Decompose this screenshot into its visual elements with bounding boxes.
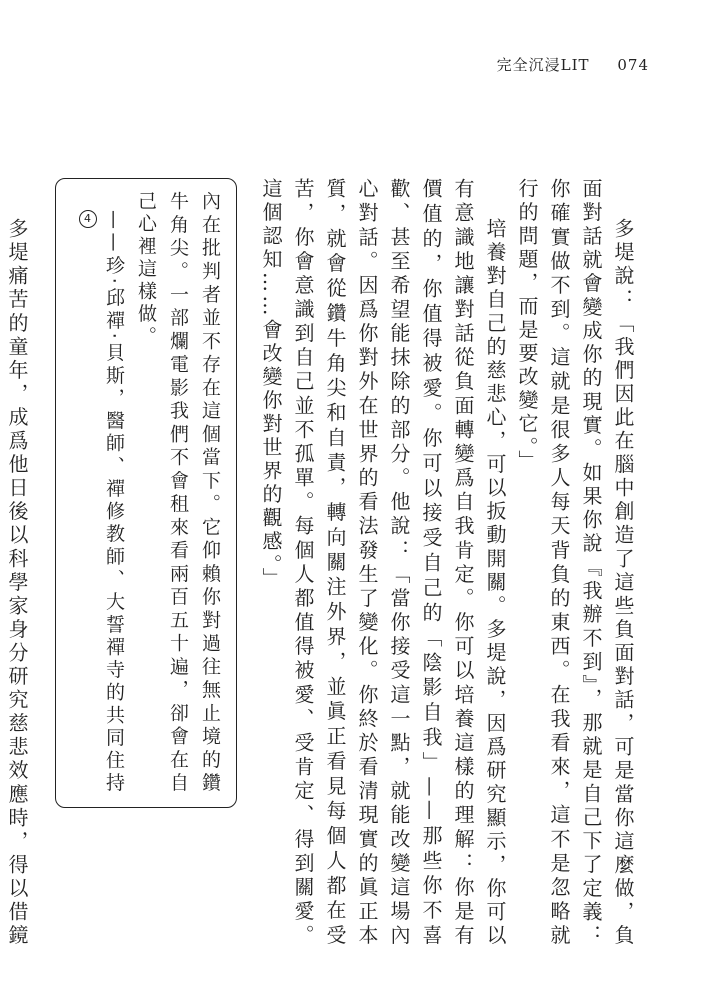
book-title: 完全沉浸LIT xyxy=(496,56,590,74)
vertical-body-text xyxy=(5,178,639,948)
endnote-marker: 4 xyxy=(79,210,97,228)
page-number: 074 xyxy=(617,56,649,74)
quote-attribution xyxy=(66,191,130,795)
quote-box xyxy=(55,178,237,808)
paragraph-dialogue: 多堤說：「我們因此在腦中創造了這些負面對話，可是當你這麼做，負面對話就會變成你的現實。如果你說『我辦不到』，那就是自己下了定義：你確實做不到。這就是很多人每天背負的東西。在我看來，這不是忽略就行的問題，而是要改變它。」 xyxy=(515,178,635,948)
quote-text: 內在批判者並不存在這個當下。它仰賴你對過往無止境的鑽牛角尖。一部爛電影我們不會租來看兩百五十遍，卻會在自己心裡這樣做。 xyxy=(135,191,221,795)
running-header xyxy=(497,54,649,75)
paragraph-self-compassion: 培養對自己的慈悲心，可以扳動開關。多堤說，因爲研究顯示，你可以有意識地讓對話從負面轉變爲自我肯定。你可以培養這樣的理解：你是有價值的，你值得被愛。你可以接受自己的「陰影自我」——那些你不喜歡、甚至希望能抹除的部分。他說：「當你接受這一點，就能改變這場內心對話。因爲你對外在世界的看法發生了變化。你終於看清現實的眞正本質，就會從鑽牛角尖和自責，轉向關注外界，並眞正看見每個人都在受苦，你會意識到自己並不孤單。每個人都值得被愛、受肯定、得到關愛。這個認知……會改變你對世界的觀感。」 xyxy=(259,178,507,948)
quote-attribution-text: ——珍·邱禪·貝斯，醫師、禪修教師、大誓禪寺的共同住持 xyxy=(103,210,125,795)
paragraph-childhood: 多堤痛苦的童年，成爲他日後以科學家身分研究慈悲效應時，得以借鏡 xyxy=(5,218,29,948)
